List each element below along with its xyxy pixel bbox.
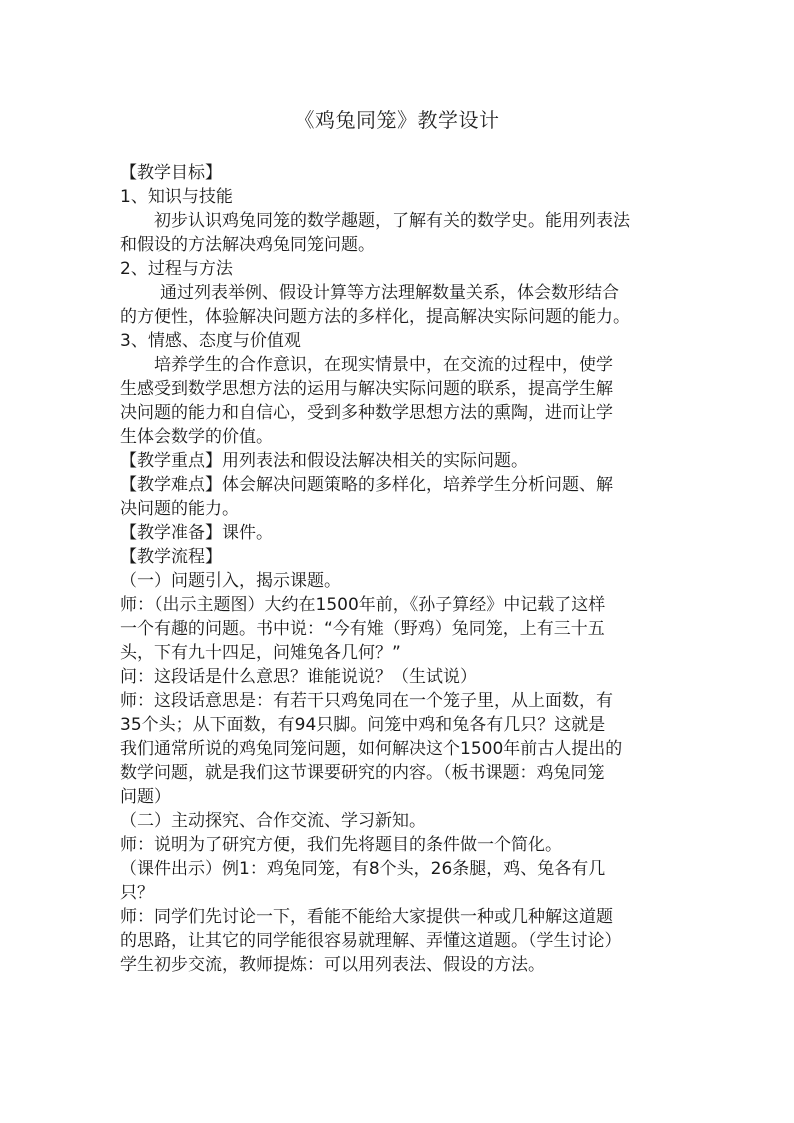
subheading-process-method: 2、过程与方法 xyxy=(120,259,233,279)
paragraph-line: 师：这段话意思是：有若干只鸡兔同在一个笼子里，从上面数，有 xyxy=(120,691,613,711)
paragraph-line: 数学问题，就是我们这节课要研究的内容。（板书课题：鸡兔同笼 xyxy=(120,763,605,783)
paragraph-line: 我们通常所说的鸡兔同笼问题，如何解决这个1500年前古人提出的 xyxy=(120,739,623,759)
paragraph-line: 生体会数学的价值。 xyxy=(120,427,273,447)
section-heading-objectives: 【教学目标】 xyxy=(120,163,222,183)
section-heading-process: 【教学流程】 xyxy=(120,547,222,567)
subheading-step-two: （二）主动探究、合作交流、学习新知。 xyxy=(120,811,426,831)
paragraph-line: 只？ xyxy=(120,883,154,903)
paragraph-line: 学生初步交流，教师提炼：可以用列表法、假设的方法。 xyxy=(120,955,545,975)
section-difficulties: 【教学难点】体会解决问题策略的多样化，培养学生分析问题、解 xyxy=(120,475,613,495)
section-key-points: 【教学重点】用列表法和假设法解决相关的实际问题。 xyxy=(120,451,528,471)
subheading-knowledge-skills: 1、知识与技能 xyxy=(120,187,233,207)
paragraph-line: 生感受到数学思想方法的运用与解决实际问题的联系，提高学生解 xyxy=(120,379,613,399)
subheading-step-one: （一）问题引入，揭示课题。 xyxy=(120,571,341,591)
paragraph-line: 头，下有九十四足，问雉兔各几何？” xyxy=(120,643,401,663)
paragraph-line: 初步认识鸡兔同笼的数学趣题，了解有关的数学史。能用列表法 xyxy=(154,211,630,231)
subheading-emotion-values: 3、情感、态度与价值观 xyxy=(120,331,301,351)
paragraph-line: 的思路，让其它的同学能很容易就理解、弄懂这道题。（学生讨论） xyxy=(120,931,622,951)
paragraph-line: 问：这段话是什么意思？谁能说说？（生试说） xyxy=(120,667,477,687)
paragraph-line: 35个头；从下面数，有94只脚。问笼中鸡和兔各有几只？这就是 xyxy=(120,715,606,735)
document-title: 《鸡兔同笼》教学设计 xyxy=(294,108,500,132)
paragraph-line: 决问题的能力和自信心，受到多种数学思想方法的熏陶，进而让学 xyxy=(120,403,613,423)
paragraph-line: 和假设的方法解决鸡兔同笼问题。 xyxy=(120,235,375,255)
paragraph-line: 通过列表举例、假设计算等方法理解数量关系，体会数形结合 xyxy=(160,283,619,303)
paragraph-line: 师：说明为了研究方便，我们先将题目的条件做一个简化。 xyxy=(120,835,562,855)
paragraph-line: 决问题的能力。 xyxy=(120,499,239,519)
paragraph-line: 师：（出示主题图）大约在1500年前，《孙子算经》中记载了这样 xyxy=(120,595,606,615)
paragraph-line: 问题） xyxy=(120,787,171,807)
paragraph-line: 的方便性，体验解决问题方法的多样化，提高解决实际问题的能力。 xyxy=(120,307,630,327)
paragraph-line: 师：同学们先讨论一下，看能不能给大家提供一种或几种解这道题 xyxy=(120,907,613,927)
paragraph-line: 培养学生的合作意识，在现实情景中，在交流的过程中，使学 xyxy=(154,355,613,375)
document-body xyxy=(120,161,690,977)
paragraph-line: （课件出示）例1：鸡兔同笼，有8个头，26条腿，鸡、兔各有几 xyxy=(120,859,606,879)
section-preparation: 【教学准备】课件。 xyxy=(120,523,273,543)
paragraph-line: 一个有趣的问题。书中说：“今有雉（野鸡）兔同笼，上有三十五 xyxy=(120,619,605,639)
